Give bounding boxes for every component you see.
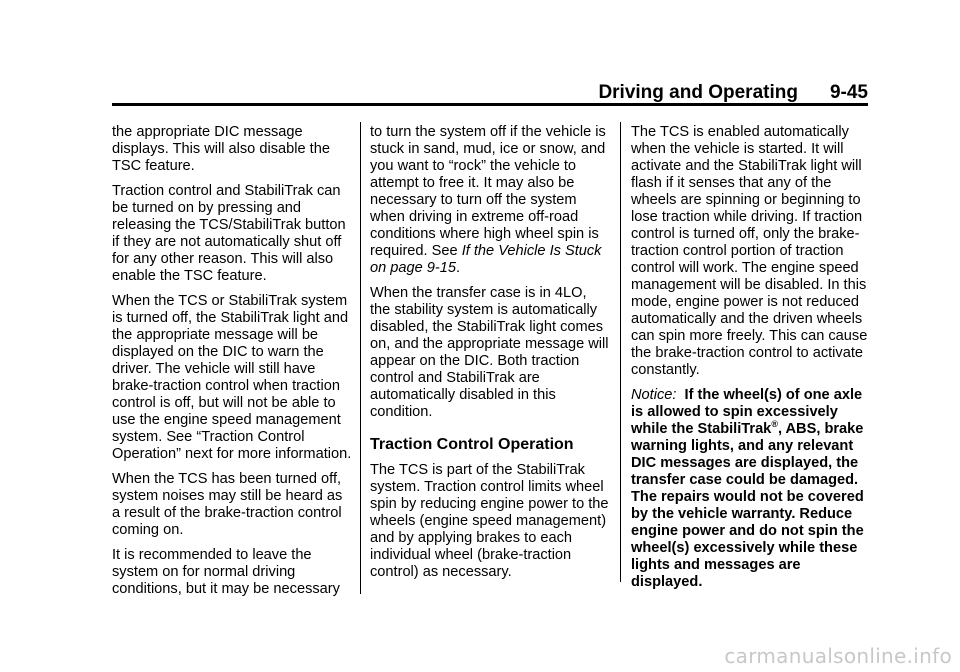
paragraph: When the transfer case is in 4LO, the stability system is automatically disabled, the StabiliTrak light comes on, and the appropriate message will appear on the DIC. Both traction control and StabiliTrak are automatically disabled in this condition. <box>370 285 609 420</box>
notice-text-b: , ABS, brake warning lights, and any relevant DIC messages are displayed, the transfer case could be damaged. The repairs would not be covered by the vehicle warranty. Reduce engine power and do not spin the wheel(s) excessively while these lights and messages are displayed. <box>631 421 864 590</box>
paragraph <box>370 124 610 277</box>
column-divider-2 <box>620 122 621 582</box>
paragraph: the appropriate DIC message displays. This will also disable the TSC feature. <box>112 124 330 174</box>
registered-mark: ® <box>771 419 778 430</box>
column-1 <box>112 124 352 606</box>
section-heading: Traction Control Operation <box>370 436 574 453</box>
page-number: 9-45 <box>829 82 868 103</box>
section-title: Driving and Operating <box>598 82 798 103</box>
header-rule <box>112 103 868 106</box>
notice <box>631 387 871 591</box>
paragraph: The TCS is part of the StabiliTrak system. Traction control limits wheel spin by reducing engine power to the wheels (engine speed management) and by applying brakes to each individual wheel (brake-traction control) as necessary. <box>370 462 609 580</box>
cross-reference-link[interactable]: If the Vehicle Is Stuck on page 9-15 <box>370 243 602 276</box>
column-divider-1 <box>360 122 361 594</box>
paragraph: The TCS is enabled automatically when the vehicle is started. It will activate and the StabiliTrak light will flash if it senses that any of the wheels are spinning or beginning to lose traction while driving. If traction control is turned off, only the brake-traction control portion of traction control will work. The engine speed management will be disabled. In this mode, engine power is not reduced automatically and the driven wheels can spin more freely. This can cause the brake-traction control to activate constantly. <box>631 124 868 378</box>
paragraph: Traction control and StabiliTrak can be turned on by pressing and releasing the TCS/StabiliTrak button if they are not automatically shut off for any other reason. This will also enable the TSC feature. <box>112 183 346 284</box>
column-3 <box>631 124 871 599</box>
paragraph-end: . <box>456 260 461 276</box>
paragraph: It is recommended to leave the system on for normal driving conditions, but it may be necessary <box>112 547 340 597</box>
column-2 <box>370 124 610 589</box>
paragraph: When the TCS has been turned off, system noises may still be heard as a result of the brake-traction control coming on. <box>112 471 343 538</box>
notice-label: Notice: <box>631 387 677 403</box>
header-title <box>598 82 868 104</box>
watermark: carmanualsonline.info <box>724 644 952 668</box>
paragraph: When the TCS or StabiliTrak system is turned off, the StabiliTrak light and the appropriate message will be displayed on the DIC to warn the driver. The vehicle will still have brake-traction control when traction control is off, but will not be able to use the engine speed management system. See “Traction Control Operation” next for more information. <box>112 293 352 462</box>
paragraph-text: to turn the system off if the vehicle is stuck in sand, mud, ice or snow, and you want to “rock” the vehicle to attempt to free it. It may also be necessary to turn off the system when driving in extreme off-road conditions where high wheel spin is required. See <box>370 124 606 259</box>
notice-text-a: If the wheel(s) of one axle is allowed to spin excessively while the StabiliTrak <box>631 387 863 437</box>
